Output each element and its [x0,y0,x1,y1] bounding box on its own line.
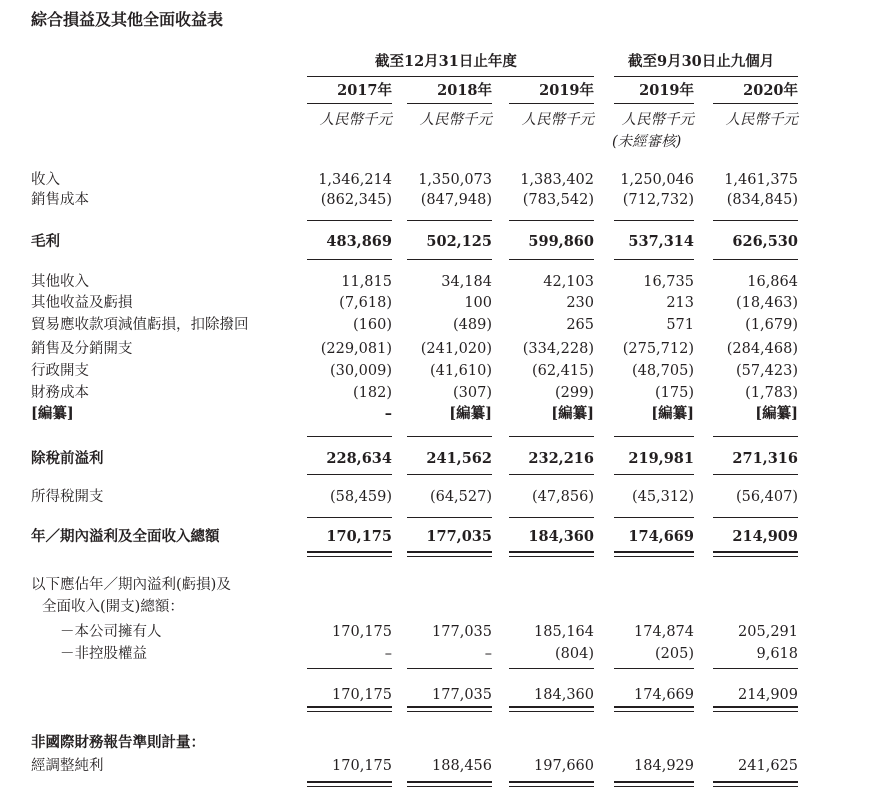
cell-value: 185,164 [534,624,594,640]
col-year-2019: 2019年 [539,82,594,99]
col-underline [614,103,694,104]
cell-value: – [384,405,392,422]
cell-value: 213 [666,295,694,311]
cell-value: 241,562 [426,450,492,467]
cell-value: (7,618) [339,295,392,311]
row-label: 毛利 [31,233,60,250]
cell-value: [編纂] [551,405,594,422]
cell-value: (18,463) [735,295,798,311]
cell-value: (284,468) [726,341,798,357]
cell-value: 1,461,375 [724,172,798,188]
row-label: 其他收入 [31,274,89,290]
col-unit: 人民幣千元 [621,112,694,128]
cell-value: 16,735 [643,274,694,290]
cell-value: 271,316 [732,450,798,467]
cell-value: (182) [353,385,392,401]
cell-value: [編纂] [651,405,694,422]
col-year-2019-nine-months: 2019年 [639,82,694,99]
cell-value: [編纂] [449,405,492,422]
col-unit: 人民幣千元 [725,112,798,128]
cell-value: (1,783) [745,385,798,401]
group-underline-nine-months [614,76,798,77]
cell-value: 174,669 [634,687,694,703]
cell-value: (1,679) [745,317,798,333]
col-year-2020-nine-months: 2020年 [743,82,798,99]
row-label: 年／期內溢利及全面收入總額 [31,528,220,545]
cell-value: (307) [453,385,492,401]
cell-value: 174,874 [634,624,694,640]
cell-value: 483,869 [326,233,392,250]
cell-value: (45,312) [631,489,694,505]
row-label: 以下應佔年／期內溢利(虧損)及 [31,577,231,593]
row-label: 所得稅開支 [31,489,104,505]
cell-value: (862,345) [320,192,392,208]
cell-value: – [484,646,492,662]
cell-value: (57,423) [735,363,798,379]
cell-value: 9,618 [756,646,798,662]
cell-value: (30,009) [329,363,392,379]
cell-value: 219,981 [628,450,694,467]
cell-value: 1,350,073 [418,172,492,188]
cell-value: (847,948) [420,192,492,208]
cell-value: 177,035 [426,528,492,545]
col-underline [307,103,392,104]
cell-value: 571 [666,317,694,333]
row-label: 非國際財務報告準則計量： [31,734,205,751]
unaudited-note: (未經審核) [612,134,682,150]
row-label: 財務成本 [31,385,89,401]
cell-value: 232,216 [528,450,594,467]
cell-value: 177,035 [432,624,492,640]
col-year-2017: 2017年 [337,82,392,99]
cell-value: 197,660 [534,758,594,774]
row-label: 其他收益及虧損 [31,295,133,311]
row-label: 經調整純利 [31,758,104,774]
col-unit: 人民幣千元 [521,112,594,128]
cell-value: (241,020) [420,341,492,357]
col-year-2018: 2018年 [437,82,492,99]
cell-value: 626,530 [732,233,798,250]
cell-value: (229,081) [320,341,392,357]
cell-value: 184,360 [534,687,594,703]
group-header-nine-months: 截至9月30日止九個月 [628,53,775,70]
cell-value: 214,909 [732,528,798,545]
row-label: 貿易應收款項減值虧損，扣除撥回 [31,317,249,333]
col-underline [407,103,492,104]
cell-value: (64,527) [429,489,492,505]
cell-value: 214,909 [738,687,798,703]
cell-value: 1,250,046 [620,172,694,188]
cell-value: 184,360 [528,528,594,545]
cell-value: (205) [655,646,694,662]
row-label: 收入 [31,172,60,188]
cell-value: 34,184 [441,274,492,290]
cell-value: (275,712) [622,341,694,357]
col-unit: 人民幣千元 [419,112,492,128]
cell-value: 170,175 [332,758,392,774]
row-label: 銷售及分銷開支 [31,341,133,357]
cell-value: (489) [453,317,492,333]
col-unit: 人民幣千元 [319,112,392,128]
cell-value: 188,456 [432,758,492,774]
row-label: 行政開支 [31,363,89,379]
cell-value: 537,314 [628,233,694,250]
page-title: 綜合損益及其他全面收益表 [31,10,224,29]
cell-value: 16,864 [747,274,798,290]
cell-value: (58,459) [329,489,392,505]
cell-value: 184,929 [634,758,694,774]
cell-value: 599,860 [528,233,594,250]
row-label: －本公司擁有人 [60,624,162,640]
cell-value: (62,415) [531,363,594,379]
cell-value: 170,175 [332,687,392,703]
cell-value: (48,705) [631,363,694,379]
col-underline [509,103,594,104]
row-label: 全面收入(開支)總額： [42,599,184,615]
group-underline-fiscal [307,76,594,77]
col-underline [713,103,798,104]
cell-value: 502,125 [426,233,492,250]
cell-value: (41,610) [429,363,492,379]
cell-value: (160) [353,317,392,333]
cell-value: (47,856) [531,489,594,505]
cell-value: (299) [555,385,594,401]
cell-value: 11,815 [341,274,392,290]
cell-value: 174,669 [628,528,694,545]
cell-value: [編纂] [755,405,798,422]
row-label: －非控股權益 [60,646,147,662]
cell-value: (334,228) [522,341,594,357]
cell-value: 1,383,402 [520,172,594,188]
cell-value: 42,103 [543,274,594,290]
cell-value: (804) [555,646,594,662]
cell-value: 170,175 [332,624,392,640]
cell-value: 177,035 [432,687,492,703]
cell-value: 100 [464,295,492,311]
group-header-fiscal-year: 截至12月31日止年度 [375,53,517,70]
cell-value: (834,845) [726,192,798,208]
cell-value: (783,542) [522,192,594,208]
cell-value: 241,625 [738,758,798,774]
cell-value: (175) [655,385,694,401]
row-label: 除稅前溢利 [31,450,104,467]
cell-value: 265 [566,317,594,333]
cell-value: (712,732) [622,192,694,208]
row-label: [編纂] [31,405,74,422]
cell-value: (56,407) [735,489,798,505]
cell-value: 1,346,214 [318,172,392,188]
cell-value: 205,291 [738,624,798,640]
cell-value: – [384,646,392,662]
cell-value: 228,634 [326,450,392,467]
row-label: 銷售成本 [31,192,89,208]
cell-value: 230 [566,295,594,311]
cell-value: 170,175 [326,528,392,545]
